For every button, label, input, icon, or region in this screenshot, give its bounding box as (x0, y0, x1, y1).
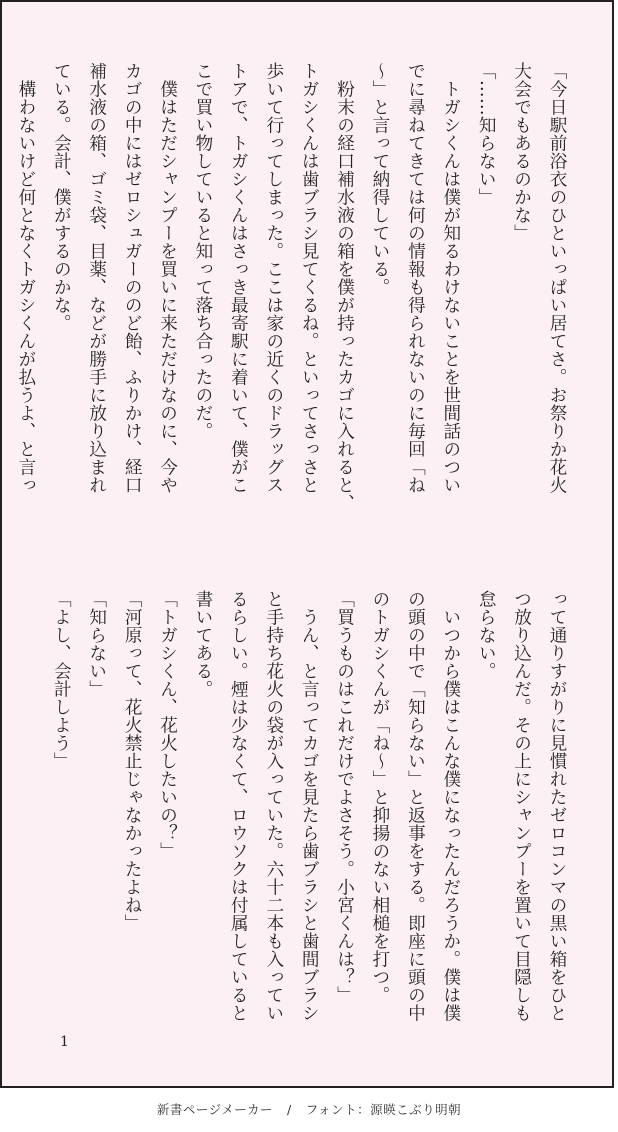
text-column-bottom: 書いてある。 (192, 590, 213, 698)
text-column-top: 「今日駅前浴衣のひといっぱい居てさ。お祭りか花火 (547, 62, 567, 494)
text-column-bottom: つ放り込んだ。その上にシャンプーを置いて目隠しも (511, 590, 532, 1022)
text-column-top: ている。会計、僕がするのかな。 (51, 62, 72, 332)
text-column-top: カゴの中にはゼロシュガーののど飴、ふりかけ、経口 (122, 62, 143, 494)
footer-app-name: 新書ページメーカー (156, 1102, 274, 1117)
text-column-top: 僕はただシャンプーを買いに来ただけなのに、今や (157, 62, 178, 494)
text-column-bottom: うん、と言ってカゴを見たら歯ブラシと歯間ブラシ (299, 590, 320, 1022)
text-column-bottom: 怠らない。 (476, 590, 497, 680)
text-column-bottom: 「河原って、花火禁止じゃなかったよね」 (122, 590, 143, 932)
text-column-bottom (0, 590, 8, 1020)
footer-credit (0, 1100, 618, 1124)
text-column-bottom: と手持ち花火の袋が入っていた。六十二本も入ってい (263, 590, 284, 1022)
text-column-top: 歩いて行ってしまった。ここは家の近くのドラッグス (263, 62, 284, 494)
text-column-top: 粉末の経口補水液の箱を僕が持ったカゴに入れると、 (334, 62, 355, 512)
text-column-bottom (8, 590, 43, 1020)
text-column-bottom: 「知らない」 (86, 590, 107, 698)
text-column-top: 構わないけど何となくトガシくんが払うよ、と言っ (15, 62, 36, 494)
footer-font-credit: フォント：源暎こぶり明朝 (305, 1102, 462, 1117)
bottom-text-block (51, 590, 574, 1022)
text-column-bottom: いつから僕はこんな僕になったんだろうか。僕は僕 (440, 590, 461, 1022)
text-column-bottom: るらしい。煙は少なくて、ロウソクは付属していると (228, 590, 249, 1022)
text-column-top (0, 62, 8, 532)
text-column-bottom: 「トガシくん、花火したいの？」 (157, 590, 178, 860)
footer-separator: / (287, 1102, 292, 1117)
text-column-bottom: って通りすがりに見慣れたゼロコンマの黒い箱をひと (547, 590, 567, 1022)
text-column-top: 〜」と言って納得している。 (369, 62, 390, 296)
text-column-top: でに尋ねてきては何の情報も得られないのに毎回「ね (405, 62, 426, 494)
text-column-top: こで買い物していると知って落ち合ったのだ。 (192, 62, 213, 440)
text-column-top: トガシくんは僕が知るわけないことを世間話のつい (440, 62, 461, 494)
text-column-top: トアで、トガシくんはさっき最寄駅に着いて、僕がこ (228, 62, 249, 494)
text-column-top: 「……知らない」 (476, 62, 497, 206)
text-column-bottom: のトガシくんが「ね〜」と抑揚のない相槌を打つ。 (369, 590, 390, 1004)
top-text-block (15, 62, 574, 532)
text-column-bottom: 「よし、会計しよう」 (51, 590, 72, 770)
page-number: 1 (60, 1034, 69, 1050)
text-column-top: 補水液の箱、ゴミ袋、目薬、などが勝手に放り込まれ (86, 62, 107, 494)
text-column-bottom: 「買うものはこれだけでよさそう。小宮くんは？」 (334, 590, 355, 1004)
text-column-top: トガシくんは歯ブラシ見てくるね。といってさっさと (299, 62, 320, 494)
text-column-top: 大会でもあるのかな」 (511, 62, 532, 242)
text-column-bottom: の頭の中で「知らない」と返事をする。即座に頭の中 (405, 590, 426, 1022)
